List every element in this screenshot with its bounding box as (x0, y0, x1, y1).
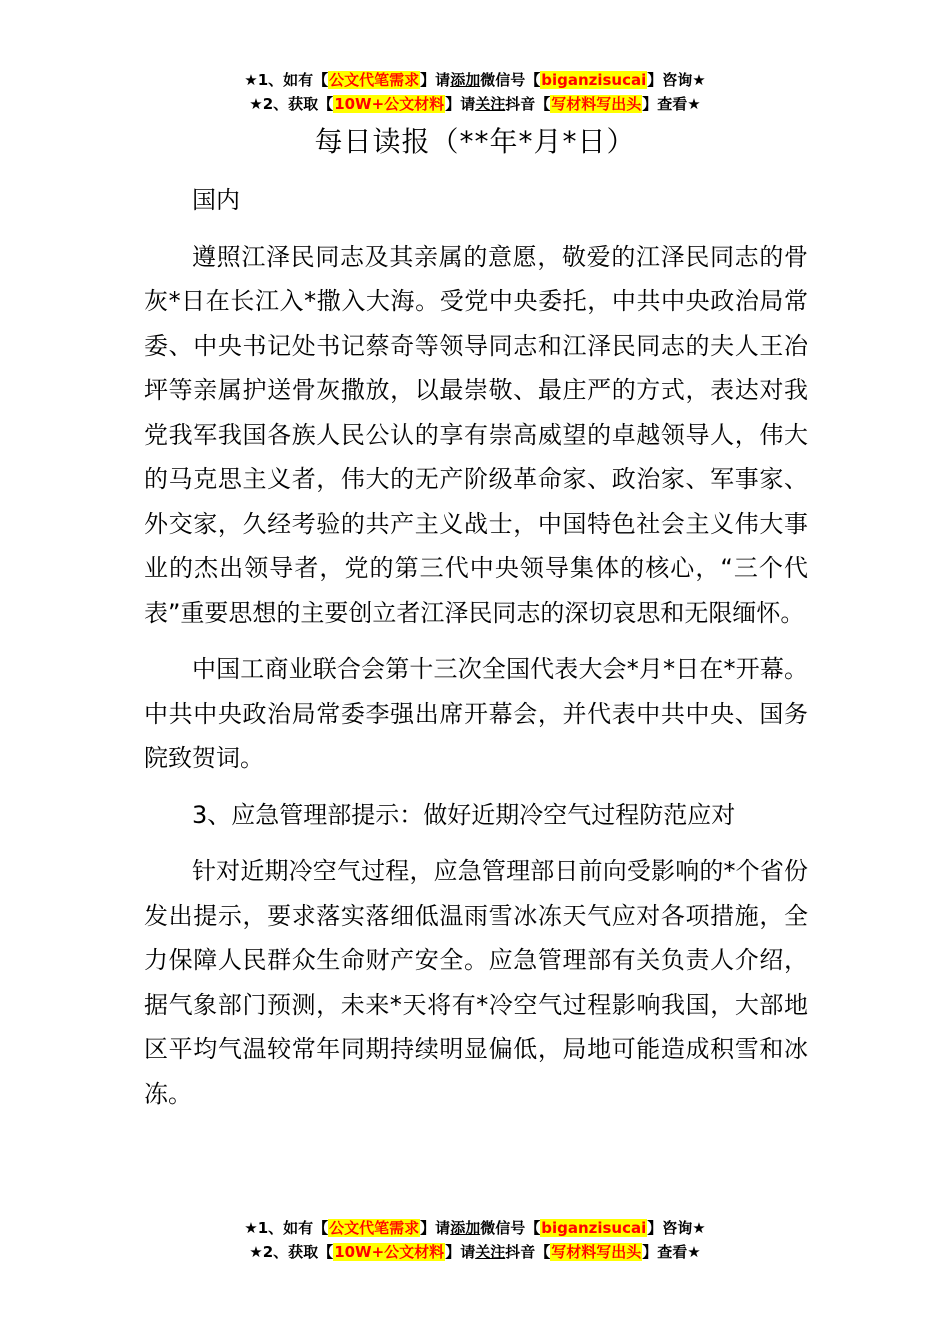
promo-highlight: 10W+公文材料 (334, 95, 445, 113)
promo-text: 抖音【 (505, 95, 551, 113)
promo-underlined-text: 添加 (450, 1219, 481, 1237)
promo-text: ★2、获取【 (249, 1243, 334, 1261)
item-heading: 3、应急管理部提示：做好近期冷空气过程防范应对 (192, 800, 736, 829)
promo-highlight: 写材料写出头 (551, 1243, 642, 1261)
promo-text: 】请 (445, 1243, 476, 1261)
promo-text: 】查看★ (642, 1243, 701, 1261)
promo-highlight: 10W+公文材料 (334, 1243, 445, 1261)
document-title: 每日读报（**年*月*日） (314, 125, 636, 158)
promo-text: 微信号【 (480, 1219, 541, 1237)
promo-highlight: biganzisucai (541, 1219, 647, 1237)
promo-line-2 (0, 92, 950, 116)
promo-highlight: 公文代笔需求 (329, 71, 420, 89)
promo-underlined-text: 关注 (475, 95, 506, 113)
promo-text: 】咨询★ (647, 71, 706, 89)
bottom-promo-banner (0, 1216, 950, 1264)
promo-text: 】查看★ (642, 95, 701, 113)
promo-text: 】请 (420, 71, 451, 89)
paragraph: 中国工商业联合会第十三次全国代表大会*月*日在*开幕。中共中央政治局常委李强出席开幕会，并代表中共中央、国务院致贺词。 (144, 655, 808, 772)
paragraph: 遵照江泽民同志及其亲属的意愿，敬爱的江泽民同志的骨灰*日在长江入*撒入大海。受党中央委托，中共中央政治局常委、中央书记处书记蔡奇等领导同志和江泽民同志的夫人王冶坪等亲属护送骨灰撒放，以最崇敬、最庄严的方式，表达对我党我军我国各族人民公认的享有崇高威望的卓越领导人，伟大的马克思主义者，伟大的无产阶级革命家、政治家、军事家、外交家，久经考验的共产主义战士，中国特色社会主义伟大事业的杰出领导者，党的第三代中央领导集体的核心，“三个代表”重要思想的主要创立者江泽民同志的深切哀思和无限缅怀。 (144, 242, 808, 627)
section-heading-domestic: 国内 (192, 186, 240, 214)
promo-text: ★2、获取【 (249, 95, 334, 113)
promo-line-1 (0, 1216, 950, 1240)
promo-line-2 (0, 1240, 950, 1264)
promo-highlight: biganzisucai (541, 71, 647, 89)
promo-line-1 (0, 68, 950, 92)
promo-highlight: 公文代笔需求 (329, 1219, 420, 1237)
paragraph: 针对近期冷空气过程，应急管理部日前向受影响的*个省份发出提示，要求落实落细低温雨雪冰冻天气应对各项措施，全力保障人民群众生命财产安全。应急管理部有关负责人介绍，据气象部门预测，未来*天将有*冷空气过程影响我国，大部地区平均气温较常年同期持续明显偏低，局地可能造成积雪和冰冻。 (144, 857, 808, 1108)
promo-highlight: 写材料写出头 (551, 95, 642, 113)
promo-text: ★1、如有【 (244, 71, 329, 89)
promo-text: 微信号【 (480, 71, 541, 89)
top-promo-banner (0, 68, 950, 116)
promo-text: ★1、如有【 (244, 1219, 329, 1237)
promo-text: 】咨询★ (647, 1219, 706, 1237)
promo-text: 】请 (445, 95, 476, 113)
promo-text: 抖音【 (505, 1243, 551, 1261)
promo-text: 】请 (420, 1219, 451, 1237)
promo-underlined-text: 添加 (450, 71, 481, 89)
promo-underlined-text: 关注 (475, 1243, 506, 1261)
document-body (144, 178, 808, 1128)
